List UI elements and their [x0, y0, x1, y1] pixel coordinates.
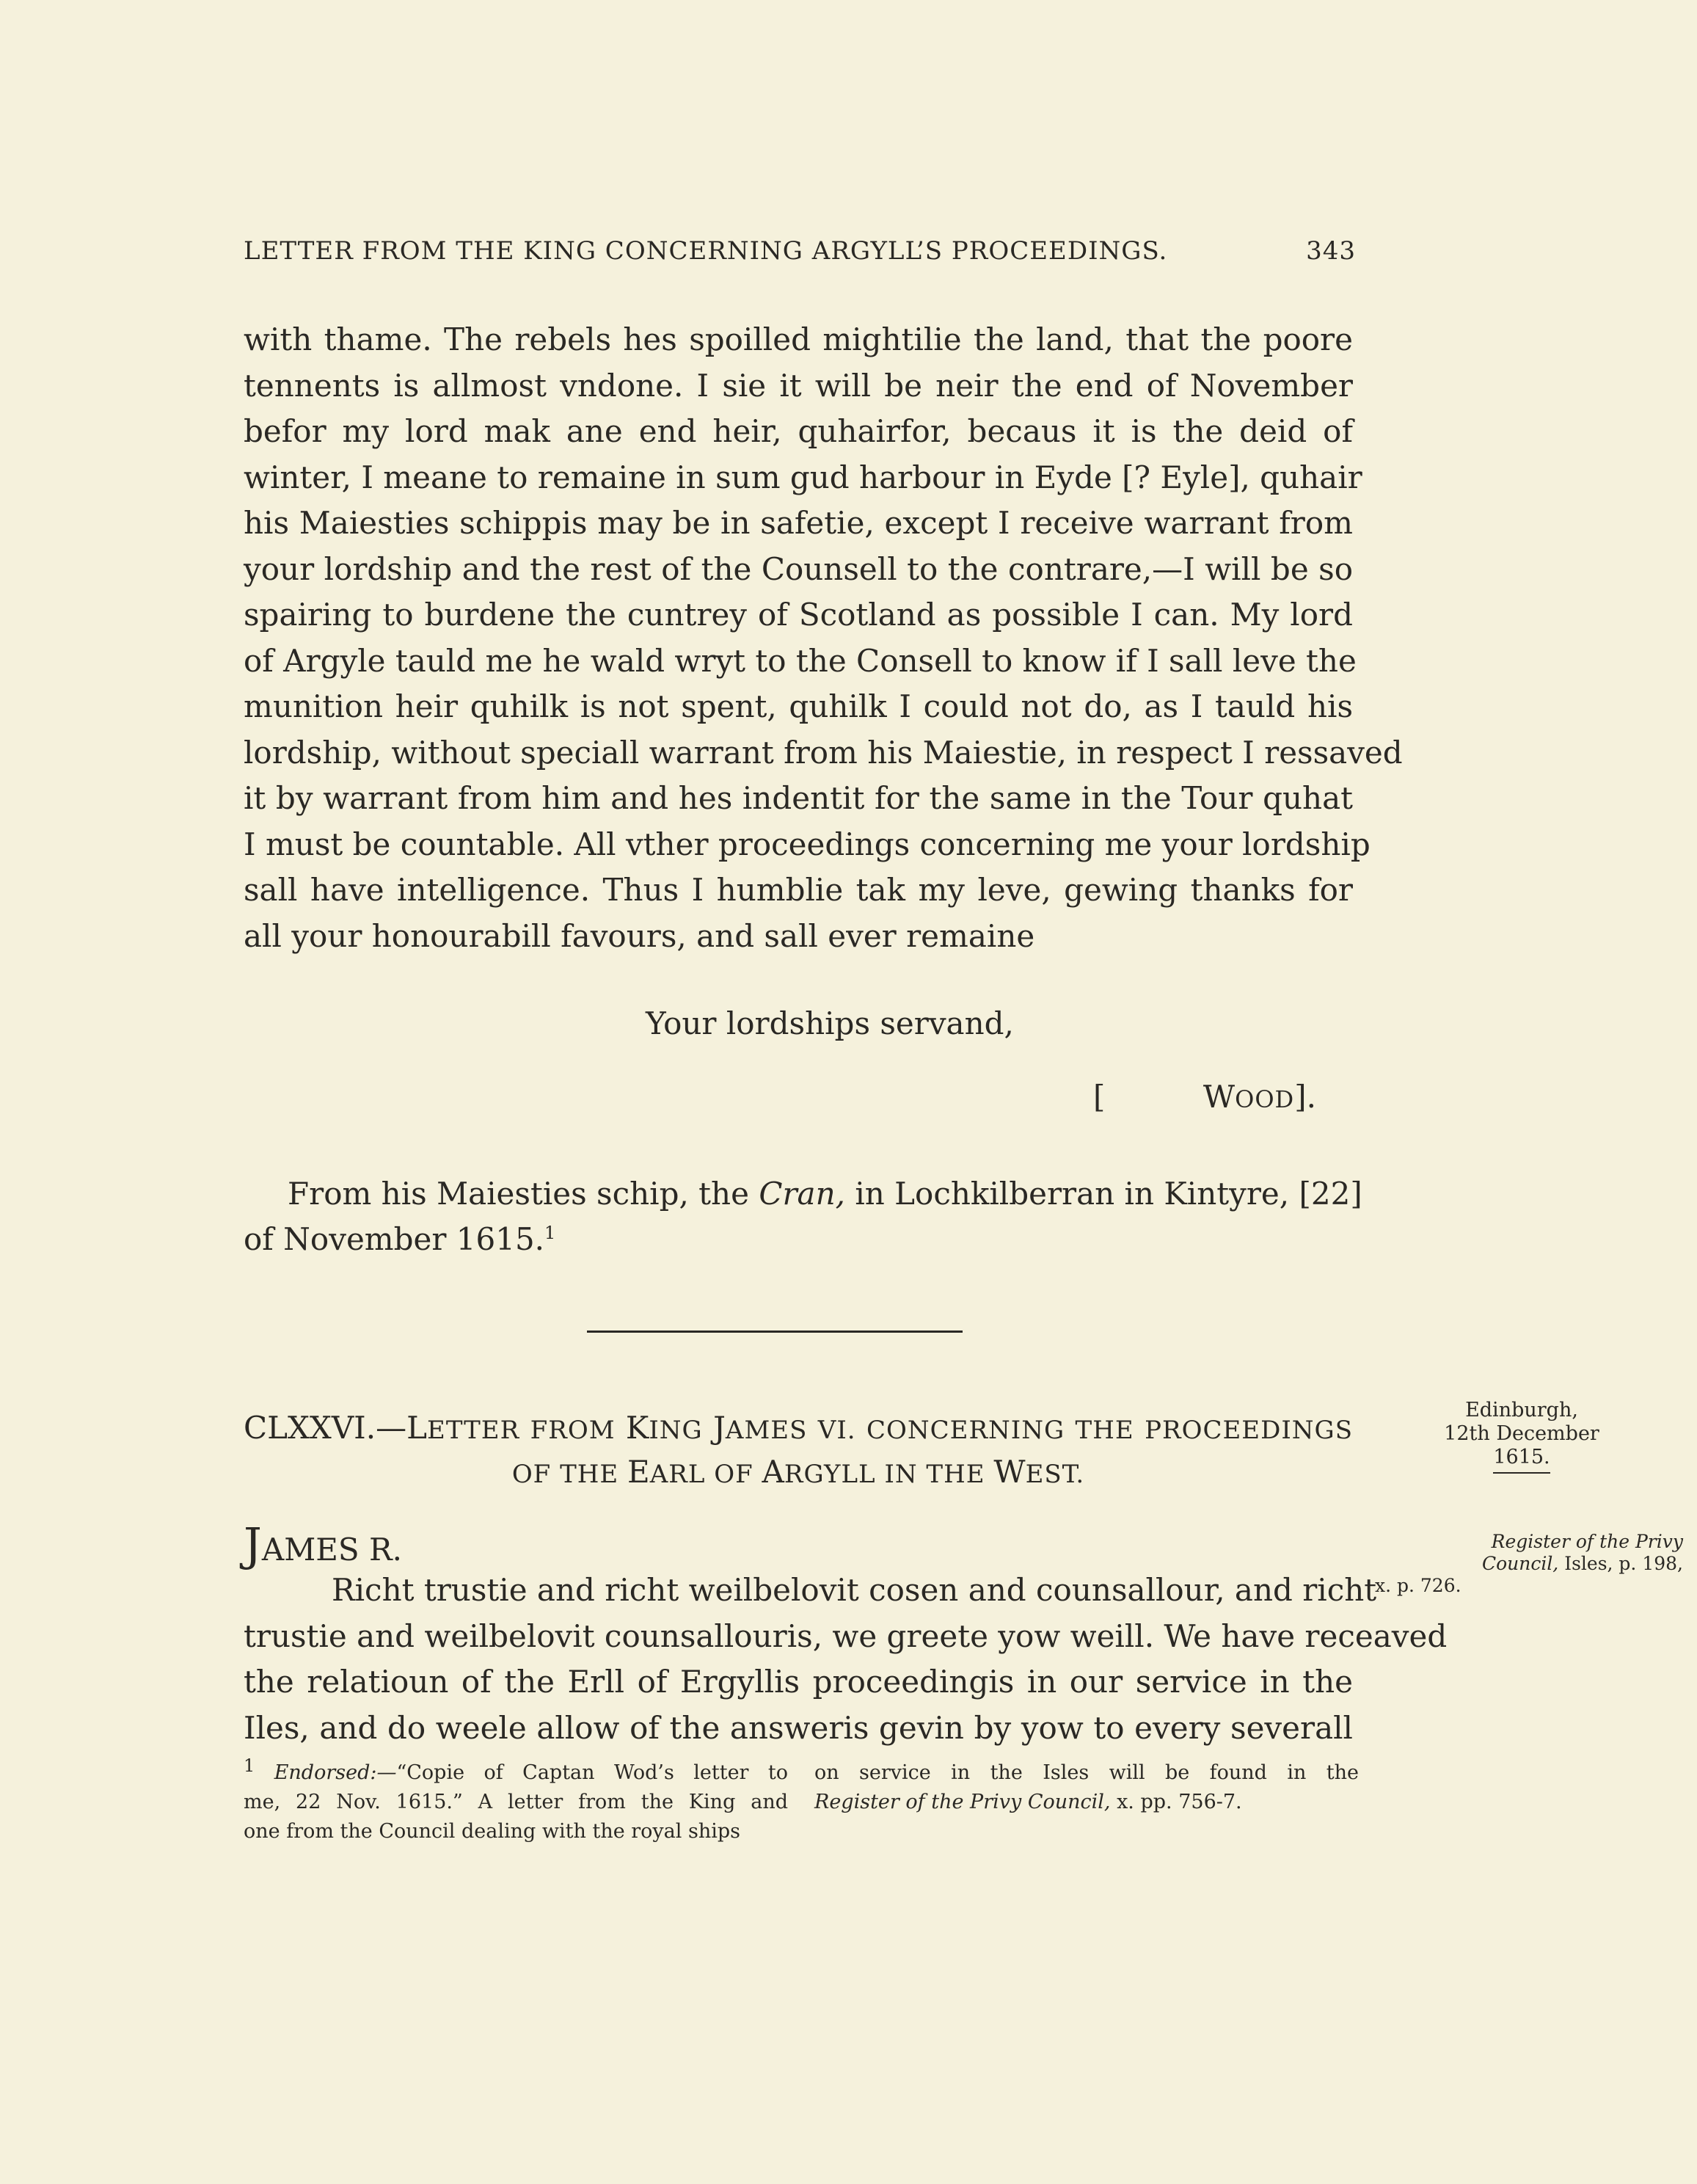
text-line: munition heir quhilk is not spent, quhilk I could not do, as I tauld his [244, 688, 1353, 724]
margin-register-ref: x. p. 726. [1375, 1575, 1461, 1596]
signature-name: OOD [1235, 1085, 1295, 1113]
heading-fragment: CONCERNING THE PROCEEDINGS [866, 1416, 1353, 1445]
footnote-text: “Copie of Captan Wod’s letter to [396, 1761, 788, 1784]
margin-register-title: Register of the Privy [1491, 1531, 1683, 1552]
section-heading-line-2 [244, 1450, 1353, 1494]
signature-bracket-close: ]. [1294, 1079, 1316, 1115]
text-line: winter, I meane to remaine in sum gud harbour in Eyde [? Eyle], quhair [244, 459, 1362, 495]
register-title: Register of the Privy Council, [814, 1791, 1111, 1813]
text-line: his Maiesties schippis may be in safetie, except I receive warrant from [244, 505, 1353, 541]
text-line: I must be countable. All vther proceedings concerning me your lordship [244, 826, 1371, 862]
text-line: your lordship and the rest of the Counsell to the contrare,—I will be so [244, 550, 1353, 587]
heading-fragment: ETTER FROM [427, 1416, 626, 1445]
text-line: lordship, without speciall warrant from his Maiestie, in respect I ressaved [244, 734, 1403, 771]
text-line: tennents is allmost vndone. I sie it will be neir the end of November [244, 367, 1353, 404]
text-line: sall have intelligence. Thus I humblie tak my leve, gewing thanks for [244, 872, 1353, 908]
heading-fragment: AMES VI. [725, 1416, 866, 1445]
signature-initial: W [1203, 1079, 1236, 1115]
letter-continuation [244, 317, 1403, 959]
margin-year: 1615. [1493, 1446, 1550, 1474]
text-line: trustie and weilbelovit counsallouris, we greete yow weill. We have receaved [244, 1617, 1448, 1654]
heading-fragment: A [762, 1454, 784, 1490]
heading-fragment: OF THE [511, 1460, 628, 1489]
footnote-mark: 1 [244, 1755, 255, 1776]
footnote-line: one from the Council dealing with the royal ships [244, 1820, 741, 1843]
page-number: 343 [1306, 236, 1356, 266]
heading-fragment: ING [649, 1416, 714, 1445]
salutation [244, 1518, 1353, 1571]
margin-register-ref: Isles, p. 198, [1558, 1553, 1683, 1574]
margin-note-date [1391, 1399, 1652, 1474]
signature [1093, 1079, 1316, 1115]
section-number: CLXXVI.— [244, 1410, 407, 1446]
heading-fragment: RGYLL IN THE [784, 1460, 994, 1489]
running-head-title: LETTER FROM THE KING CONCERNING ARGYLL’S PROCEEDINGS. [244, 236, 1168, 266]
heading-fragment: L [406, 1410, 427, 1446]
footnote-column-2 [814, 1758, 1359, 1846]
running-head [244, 236, 1356, 266]
ship-name: Cran, [759, 1176, 845, 1212]
footnote-ref[interactable]: 1 [544, 1223, 556, 1243]
heading-fragment: ARL OF [649, 1460, 762, 1489]
drop-initial: J [244, 1518, 262, 1571]
dateline-text: in Lochkilberran in Kintyre, [22] [844, 1176, 1362, 1212]
footnote-column-1 [244, 1755, 788, 1846]
section-heading [244, 1406, 1353, 1494]
dateline-line-1 [244, 1171, 1362, 1217]
section-divider [587, 1331, 963, 1333]
text-line: with thame. The rebels hes spoilled mightilie the land, that the poore [244, 321, 1353, 357]
footnote-line [814, 1788, 1359, 1817]
dateline [244, 1171, 1362, 1262]
margin-register-title: Council, [1481, 1553, 1559, 1574]
heading-fragment: J [713, 1410, 726, 1446]
section-heading-line-1 [244, 1406, 1353, 1450]
margin-place: Edinburgh, [1465, 1399, 1578, 1422]
dateline-line-2 [244, 1217, 1353, 1262]
text-line: befor my lord mak ane end heir, quhairfor, becaus it is the deid of [244, 413, 1353, 449]
signature-bracket-open: [ [1093, 1079, 1106, 1115]
endorsed-label: Endorsed:— [274, 1761, 397, 1784]
footnote-line: on service in the Isles will be found in the [814, 1761, 1359, 1784]
text-line: of Argyle tauld me he wald wryt to the Consell to know if I sall leve the [244, 642, 1357, 679]
margin-date: 12th December [1444, 1422, 1599, 1445]
text-line: Iles, and do weele allow of the answeris gevin by yow to every severall [244, 1709, 1353, 1746]
footnote-text: x. pp. 756-7. [1110, 1791, 1242, 1813]
heading-fragment: W [993, 1454, 1026, 1490]
text-line: Richt trustie and richt weilbelovit cosen and counsallour, and richt [332, 1572, 1377, 1608]
margin-note-reference [1375, 1531, 1683, 1597]
dateline-text: From his Maiesties schip, the [288, 1176, 759, 1212]
text-line: all your honourabill favours, and sall ever remaine [244, 917, 1035, 954]
text-line: spairing to burdene the cuntrey of Scotland as possible I can. My lord [244, 597, 1353, 633]
dateline-text: of November 1615. [244, 1221, 545, 1257]
text-line: the relatioun of the Erll of Ergyllis proceedingis in our service in the [244, 1664, 1353, 1700]
heading-fragment: E [627, 1454, 650, 1490]
footnote-line [244, 1755, 788, 1788]
footnote-line: me, 22 Nov. 1615.” A letter from the King and [244, 1791, 788, 1813]
footnotes [244, 1755, 1359, 1846]
salutation-text: AMES R. [261, 1532, 402, 1568]
closing: Your lordships servand, [646, 1005, 1014, 1041]
text-line: it by warrant from him and hes indentit for the same in the Tour quhat [244, 780, 1353, 816]
heading-fragment: EST. [1025, 1460, 1085, 1489]
heading-fragment: K [625, 1410, 649, 1446]
